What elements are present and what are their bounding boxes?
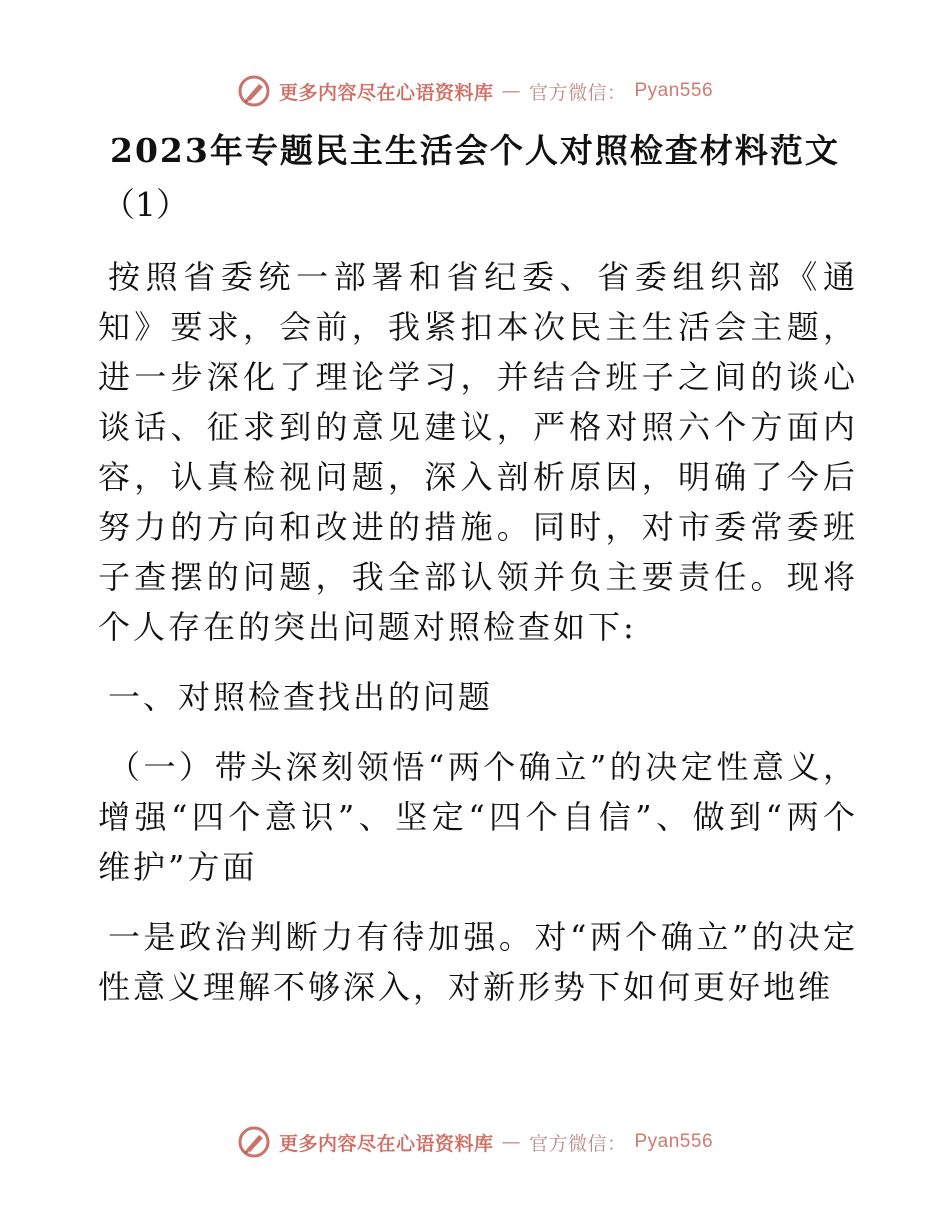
watermark-official-label: 官方微信： [528,1132,627,1155]
section-heading: 一、对照检查找出的问题 [108,678,494,716]
watermark-site-text: 更多内容尽在心语资料库 [278,1132,494,1155]
document-title: 2023年专题民主生活会个人对照检查材料范文 [110,131,840,170]
watermark-official-label: 官方微信： [528,81,627,104]
watermark-header [0,74,950,108]
watermark-wechat-id: Pyan556 [634,80,714,101]
pen-logo-icon [237,1125,271,1159]
watermark-separator: — [501,80,521,102]
watermark-footer [0,1125,950,1159]
watermark-wechat-id: Pyan556 [634,1131,714,1152]
intro-paragraph: 按照省委统一部署和省纪委、省委组织部《通知》要求，会前，我紧扣本次民主生活会主题，进一步深化了理论学习，并结合班子之间的谈心谈话、征求到的意见建议，严格对照六个方面内容，认真检视问题，深入剖析原因，明确了今后努力的方向和改进的措施。同时，对市委常委班子查摆的问题，我全部认领并负主要责任。现将个人存在的突出问题对照检查如下: [98,258,858,646]
watermark-site-text: 更多内容尽在心语资料库 [278,81,494,104]
document-body [98,124,858,1032]
pen-logo-icon [237,74,271,108]
document-title-suffix: （1） [102,185,189,224]
watermark-separator: — [501,1131,521,1153]
subsection-heading: （一）带头深刻领悟“两个确立”的决定性意义，增强“四个意识”、坚定“四个自信”、做到“两个维护”方面 [98,748,858,886]
body-paragraph: 一是政治判断力有待加强。对“两个确立”的决定性意义理解不够深入，对新形势下如何更好地维 [98,918,858,1006]
